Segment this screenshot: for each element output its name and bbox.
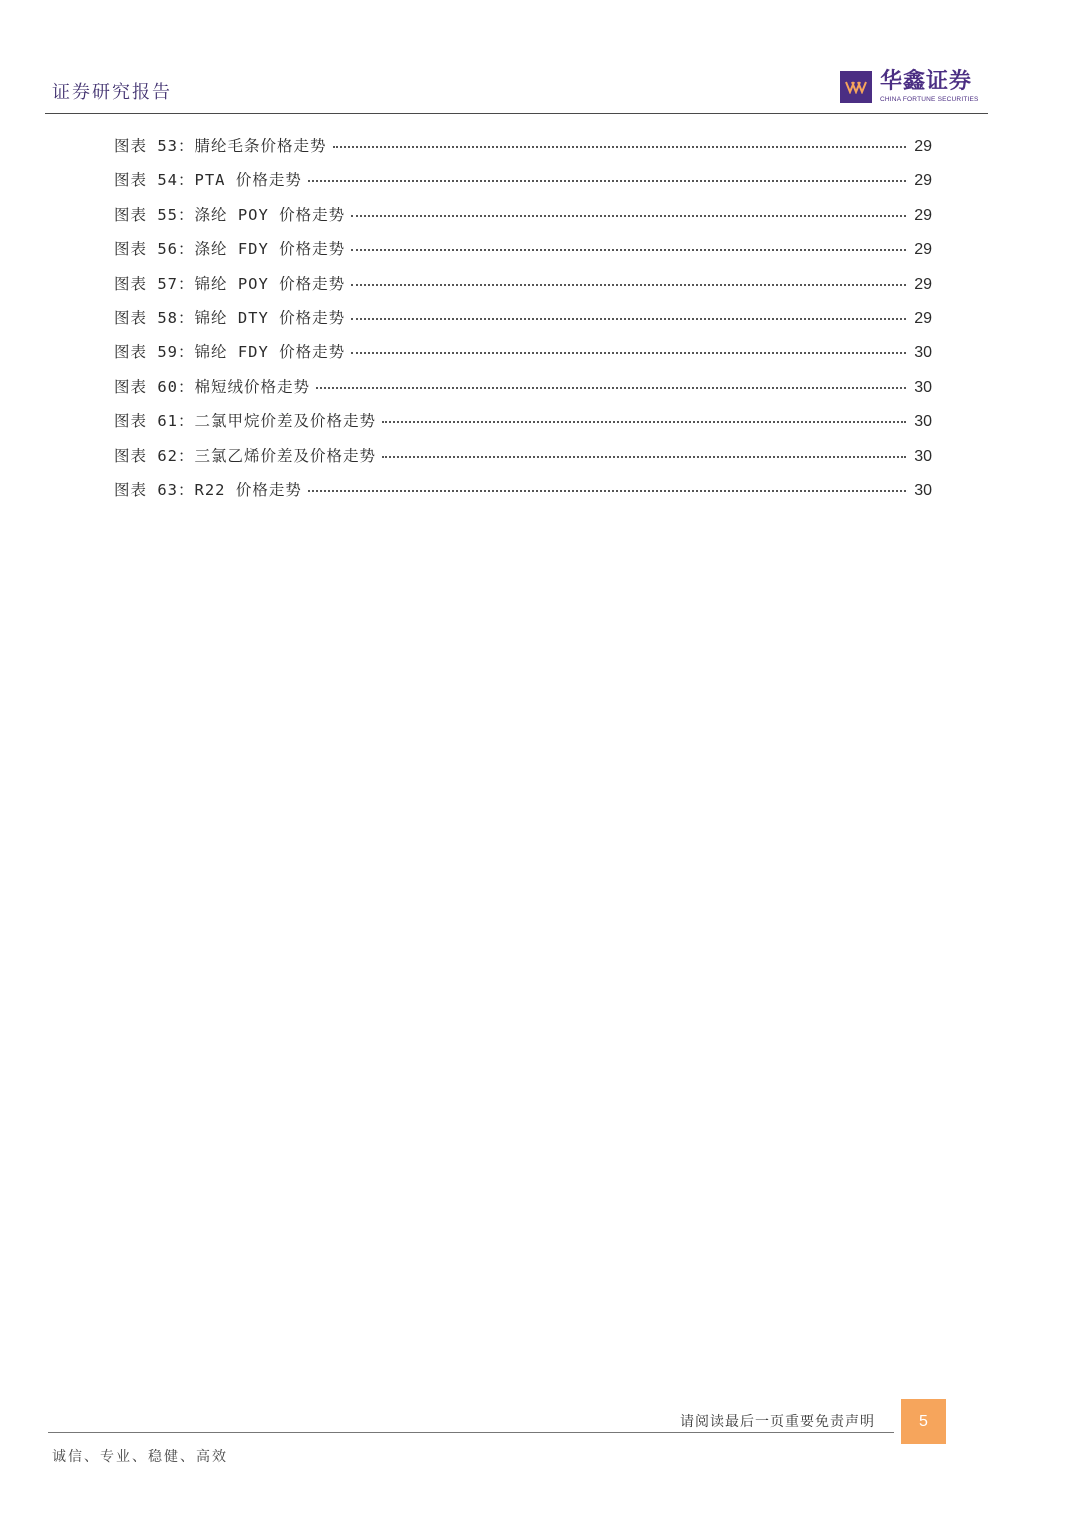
logo-english-name: CHINA FORTUNE SECURITIES	[880, 96, 979, 103]
logo-emblem-icon	[840, 71, 872, 103]
toc-entry[interactable]	[114, 203, 932, 237]
footer-divider	[48, 1432, 894, 1433]
toc-entry[interactable]	[114, 340, 932, 374]
toc-entry-label: 图表 57：锦纶 POY 价格走势	[114, 274, 346, 293]
toc-leader-dots	[351, 318, 906, 320]
toc-entry-label: 图表 60：棉短绒价格走势	[114, 377, 310, 396]
toc-leader-dots	[351, 249, 906, 251]
footer-motto: 诚信、专业、稳健、高效	[52, 1449, 228, 1465]
toc-entry-label: 图表 61：二氯甲烷价差及价格走势	[114, 412, 376, 431]
toc-entry[interactable]	[114, 444, 932, 478]
toc-leader-dots	[308, 180, 906, 182]
toc-leader-dots	[351, 215, 906, 217]
toc-entry-page: 29	[914, 275, 932, 293]
toc-leader-dots	[316, 387, 906, 389]
toc-entry-label: 图表 62：三氯乙烯价差及价格走势	[114, 446, 376, 465]
toc-entry-page: 30	[914, 481, 932, 499]
footer-disclaimer: 请阅读最后一页重要免责声明	[680, 1414, 875, 1430]
toc-entry-page: 30	[914, 378, 932, 396]
toc-leader-dots	[351, 284, 906, 286]
toc-leader-dots	[382, 456, 906, 458]
figure-index-list	[114, 134, 932, 512]
toc-entry-page: 29	[914, 172, 932, 190]
toc-leader-dots	[308, 490, 906, 492]
toc-entry-page: 30	[914, 447, 932, 465]
toc-entry[interactable]	[114, 478, 932, 512]
logo-chinese-name: 华鑫证券	[880, 69, 973, 94]
toc-leader-dots	[333, 146, 907, 148]
toc-entry[interactable]	[114, 168, 932, 202]
toc-entry-label: 图表 63：R22 价格走势	[114, 480, 302, 499]
toc-entry[interactable]	[114, 306, 932, 340]
toc-entry-label: 图表 54：PTA 价格走势	[114, 171, 302, 190]
toc-entry-page: 29	[914, 138, 932, 155]
toc-entry-label: 图表 59：锦纶 FDY 价格走势	[114, 343, 346, 362]
toc-entry-page: 30	[914, 344, 932, 362]
toc-entry-page: 29	[914, 206, 932, 224]
toc-entry-label: 图表 56：涤纶 FDY 价格走势	[114, 240, 346, 259]
report-type-label: 证券研究报告	[52, 82, 172, 103]
toc-leader-dots	[351, 352, 906, 354]
company-logo	[840, 70, 979, 104]
toc-entry[interactable]	[114, 134, 932, 168]
toc-entry-label: 图表 53：腈纶毛条价格走势	[114, 137, 327, 155]
toc-entry-page: 29	[914, 309, 932, 327]
toc-entry-label: 图表 55：涤纶 POY 价格走势	[114, 205, 346, 224]
toc-entry-page: 29	[914, 241, 932, 259]
toc-entry-label: 图表 58：锦纶 DTY 价格走势	[114, 308, 346, 327]
toc-entry-page: 30	[914, 413, 932, 431]
toc-entry[interactable]	[114, 272, 932, 306]
header-divider	[45, 113, 988, 114]
toc-entry[interactable]	[114, 237, 932, 271]
toc-entry[interactable]	[114, 375, 932, 409]
toc-leader-dots	[382, 421, 906, 423]
page-number-badge: 5	[901, 1399, 946, 1444]
toc-entry[interactable]	[114, 409, 932, 443]
